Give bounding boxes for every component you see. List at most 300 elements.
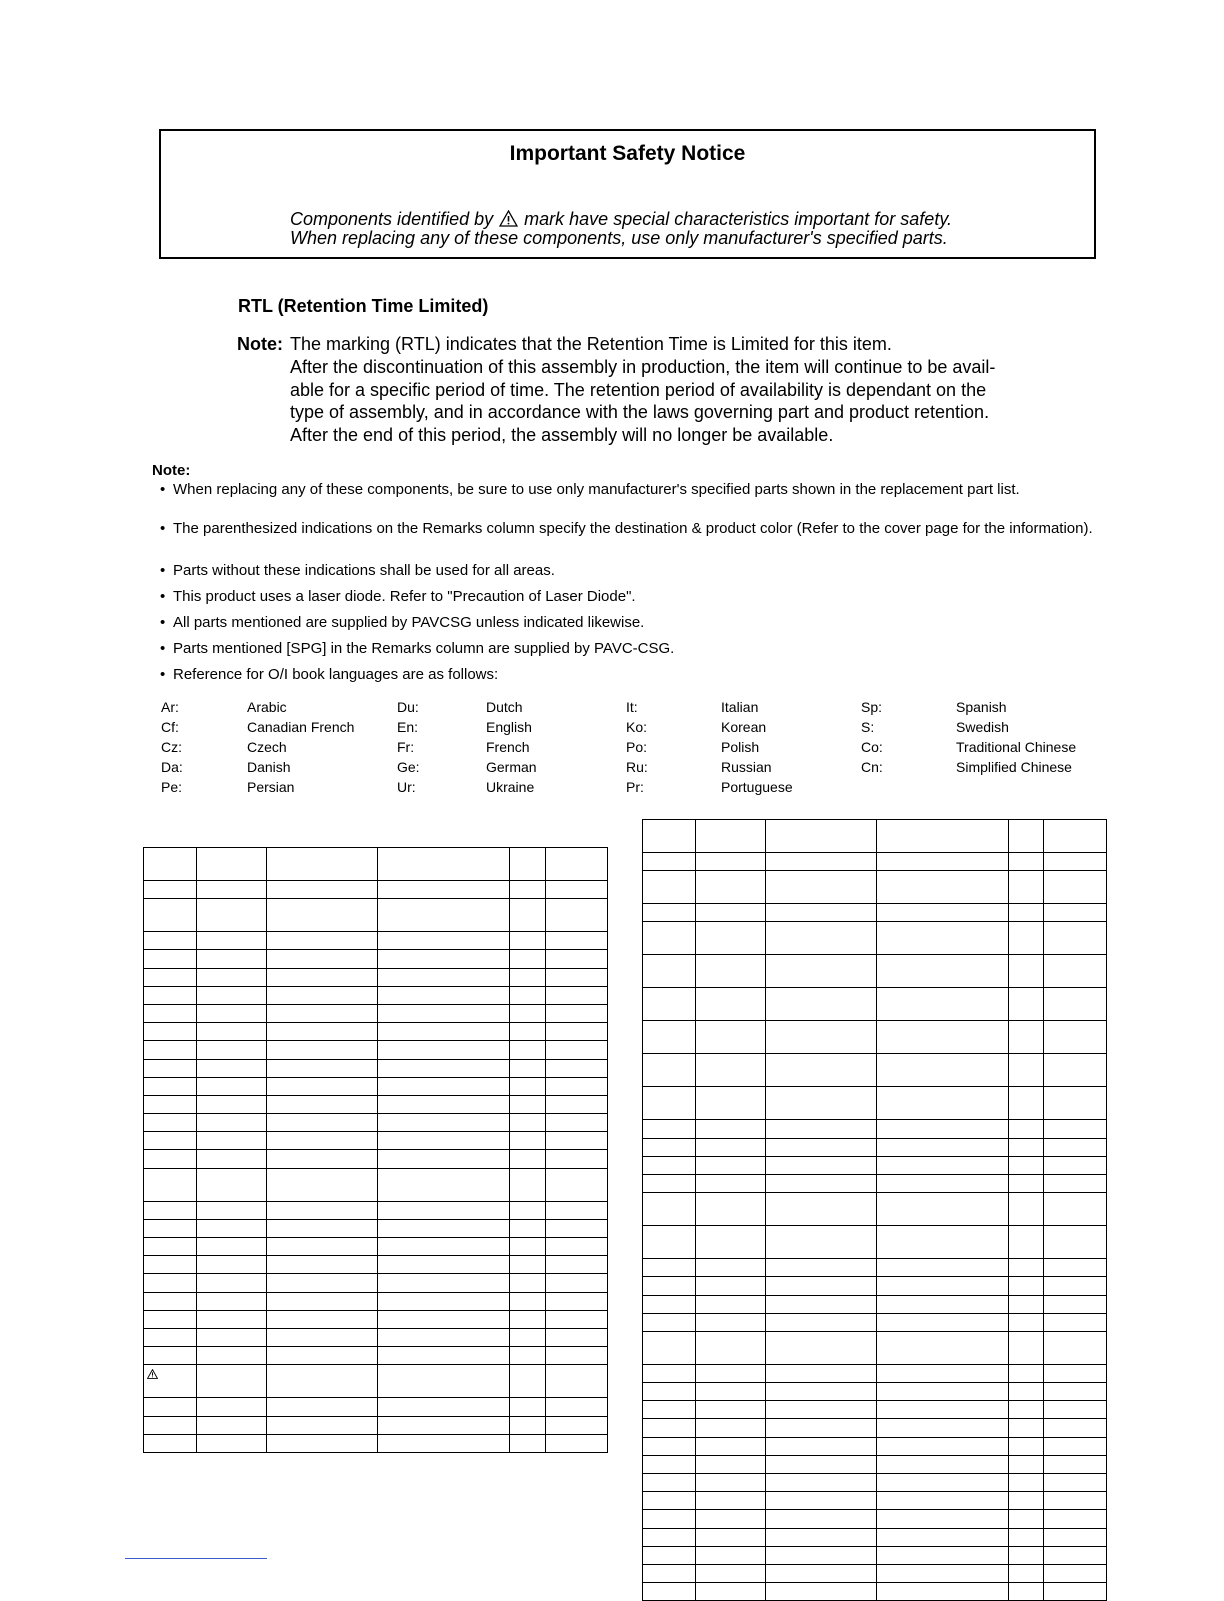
table-cell — [1044, 1474, 1107, 1492]
language-name: Traditional Chinese — [956, 739, 1077, 755]
table-cell — [877, 1295, 1009, 1313]
table-cell — [510, 1347, 546, 1365]
table-row — [643, 1087, 1107, 1120]
table-row — [643, 988, 1107, 1021]
note-bullet-text: All parts mentioned are supplied by PAVCSG unless indicated likewise. — [173, 614, 645, 631]
table-cell — [643, 1021, 696, 1054]
table-row — [144, 1150, 608, 1168]
safety-notice-box — [159, 129, 1096, 259]
table-cell — [267, 848, 378, 881]
table-cell — [1009, 871, 1044, 904]
table-cell — [643, 820, 696, 853]
table-cell — [643, 1455, 696, 1473]
table-cell — [1044, 1138, 1107, 1156]
table-row — [643, 1419, 1107, 1437]
table-cell — [144, 899, 197, 932]
table-row — [643, 1277, 1107, 1295]
table-row — [643, 871, 1107, 904]
table-row — [144, 1219, 608, 1237]
table-cell — [1044, 1510, 1107, 1528]
table-cell — [267, 881, 378, 899]
table-cell — [546, 950, 608, 968]
table-cell — [1009, 1564, 1044, 1582]
table-cell — [546, 1168, 608, 1201]
table-cell — [144, 986, 197, 1004]
table-cell — [1009, 922, 1044, 955]
table-cell — [696, 1474, 766, 1492]
table-cell — [378, 1059, 510, 1077]
rtl-note-label: Note: — [237, 334, 283, 354]
table-cell — [378, 1219, 510, 1237]
table-cell — [546, 1041, 608, 1059]
note-bullet-item — [160, 587, 1105, 607]
note-bullet-text: This product uses a laser diode. Refer to "Precaution of Laser Diode". — [173, 588, 636, 605]
table-cell — [1009, 1474, 1044, 1492]
table-cell — [877, 1383, 1009, 1401]
table-cell — [696, 1364, 766, 1382]
table-cell — [766, 1401, 877, 1419]
note-bullet-item — [160, 519, 1105, 539]
table-cell — [510, 1041, 546, 1059]
table-cell — [1044, 955, 1107, 988]
replacement-parts-table-left — [143, 847, 608, 1453]
language-name: Spanish — [956, 699, 1007, 715]
table-cell — [696, 1313, 766, 1331]
bullet-icon: • — [160, 520, 166, 537]
table-cell — [766, 1546, 877, 1564]
table-cell — [877, 1120, 1009, 1138]
table-cell — [510, 1168, 546, 1201]
table-cell — [1009, 820, 1044, 853]
table-cell — [510, 1274, 546, 1292]
table-cell — [546, 1238, 608, 1256]
table-cell — [144, 1041, 197, 1059]
table-cell — [877, 1419, 1009, 1437]
table-cell — [267, 1168, 378, 1201]
table-cell — [696, 1510, 766, 1528]
note-bullet-text: Reference for O/I book languages are as follows: — [173, 666, 499, 683]
table-cell — [144, 1256, 197, 1274]
table-cell — [267, 1292, 378, 1310]
table-cell — [197, 1328, 267, 1346]
table-cell — [197, 881, 267, 899]
language-name: Danish — [247, 759, 291, 775]
rtl-note-line: After the discontinuation of this assembly in production, the item will continue to be avail- — [290, 357, 996, 377]
bullet-icon: • — [160, 481, 166, 498]
table-cell — [643, 1138, 696, 1156]
table-row — [643, 1021, 1107, 1054]
language-code: Pe: — [161, 779, 183, 795]
rtl-note-line: The marking (RTL) indicates that the Retention Time is Limited for this item. — [290, 334, 892, 354]
table-cell — [1009, 904, 1044, 922]
table-cell — [144, 1398, 197, 1416]
table-cell — [267, 899, 378, 932]
table-cell — [197, 1238, 267, 1256]
table-cell — [1009, 1546, 1044, 1564]
table-cell — [144, 881, 197, 899]
table-cell — [877, 1401, 1009, 1419]
table-cell — [546, 1077, 608, 1095]
table-cell — [378, 1023, 510, 1041]
table-row — [643, 1546, 1107, 1564]
table-cell — [696, 820, 766, 853]
table-cell — [546, 986, 608, 1004]
table-cell — [510, 1328, 546, 1346]
language-code: It: — [626, 699, 638, 715]
language-code: Da: — [161, 759, 183, 775]
table-cell — [378, 950, 510, 968]
table-cell — [197, 1347, 267, 1365]
table-row — [643, 1455, 1107, 1473]
table-cell — [546, 1132, 608, 1150]
bullet-icon: • — [160, 666, 166, 683]
table-row — [643, 1054, 1107, 1087]
bullet-icon: • — [160, 640, 166, 657]
table-cell — [378, 1256, 510, 1274]
language-code: Du: — [397, 699, 419, 715]
table-cell — [546, 1023, 608, 1041]
safety-notice-line-1-start: Components identified by — [290, 209, 494, 229]
language-code: Co: — [861, 739, 883, 755]
table-cell — [1044, 1193, 1107, 1226]
table-cell — [766, 1174, 877, 1192]
note-bullet-text: Parts mentioned [SPG] in the Remarks column are supplied by PAVC-CSG. — [173, 640, 675, 657]
table-cell — [1009, 1021, 1044, 1054]
table-cell — [510, 1201, 546, 1219]
table-cell — [643, 1583, 696, 1601]
table-row — [144, 1132, 608, 1150]
table-cell — [197, 1132, 267, 1150]
table-cell — [267, 1416, 378, 1434]
footer-link-underline[interactable] — [125, 1558, 267, 1559]
table-cell — [144, 1168, 197, 1201]
table-cell — [510, 1095, 546, 1113]
table-cell — [510, 1004, 546, 1022]
table-cell — [696, 1455, 766, 1473]
table-cell — [510, 1434, 546, 1452]
table-row — [643, 904, 1107, 922]
table-cell — [197, 1201, 267, 1219]
table-cell — [877, 955, 1009, 988]
table-cell — [1044, 1564, 1107, 1582]
language-name: Korean — [721, 719, 767, 735]
table-cell — [696, 1259, 766, 1277]
note-bullet-item — [160, 665, 1105, 685]
table-row — [643, 1174, 1107, 1192]
table-cell — [1044, 1419, 1107, 1437]
table-cell — [766, 1295, 877, 1313]
table-cell — [378, 1347, 510, 1365]
table-cell — [696, 1174, 766, 1192]
table-cell — [546, 1219, 608, 1237]
note-bullet-item — [160, 613, 1105, 633]
table-cell — [546, 1365, 608, 1398]
rtl-note-line: type of assembly, and in accordance with the laws governing part and product retention. — [290, 402, 990, 422]
table-cell — [1009, 1226, 1044, 1259]
table-cell — [378, 899, 510, 932]
table-cell — [144, 1114, 197, 1132]
table-cell — [877, 1583, 1009, 1601]
table-cell — [197, 848, 267, 881]
table-cell — [267, 1077, 378, 1095]
table-cell — [378, 1077, 510, 1095]
table-cell — [1009, 988, 1044, 1021]
table-cell — [696, 1383, 766, 1401]
table-cell — [643, 871, 696, 904]
table-cell — [877, 1564, 1009, 1582]
table-cell — [643, 904, 696, 922]
table-cell — [267, 1365, 378, 1398]
note-bullet-item — [160, 639, 1105, 659]
table-cell — [546, 1416, 608, 1434]
table-row — [643, 1295, 1107, 1313]
language-name: Dutch — [486, 699, 523, 715]
table-row — [144, 1041, 608, 1059]
table-cell — [877, 922, 1009, 955]
table-cell — [267, 1023, 378, 1041]
safety-notice-line-1-end: mark have special characteristics important for safety. — [524, 209, 952, 229]
table-cell — [643, 1054, 696, 1087]
table-cell — [696, 1156, 766, 1174]
table-cell — [643, 1193, 696, 1226]
table-cell — [696, 1087, 766, 1120]
table-cell — [1044, 1021, 1107, 1054]
table-row — [144, 1310, 608, 1328]
table-row — [144, 1398, 608, 1416]
table-cell — [144, 1328, 197, 1346]
table-cell — [1009, 1313, 1044, 1331]
table-cell — [696, 1401, 766, 1419]
table-cell — [197, 1219, 267, 1237]
table-cell — [546, 1274, 608, 1292]
table-row — [144, 881, 608, 899]
table-cell — [696, 1528, 766, 1546]
table-cell — [546, 968, 608, 986]
table-cell — [643, 1313, 696, 1331]
table-row — [144, 1114, 608, 1132]
language-name: Czech — [247, 739, 287, 755]
table-cell — [510, 1238, 546, 1256]
table-cell — [766, 1383, 877, 1401]
table-row — [643, 955, 1107, 988]
table-cell — [197, 1168, 267, 1201]
table-cell — [643, 1087, 696, 1120]
table-row — [643, 1528, 1107, 1546]
table-cell — [766, 871, 877, 904]
language-code: Ge: — [397, 759, 420, 775]
table-cell — [378, 1114, 510, 1132]
table-cell — [696, 1546, 766, 1564]
table-cell — [766, 1437, 877, 1455]
table-cell — [766, 853, 877, 871]
table-cell — [696, 904, 766, 922]
table-cell — [877, 1510, 1009, 1528]
rtl-title: RTL (Retention Time Limited) — [238, 296, 489, 316]
table-cell — [1009, 1583, 1044, 1601]
table-cell — [197, 1256, 267, 1274]
table-cell — [643, 1174, 696, 1192]
table-cell — [766, 1583, 877, 1601]
table-cell — [696, 1120, 766, 1138]
table-cell — [877, 1226, 1009, 1259]
table-cell — [643, 1383, 696, 1401]
table-cell — [766, 1492, 877, 1510]
table-cell — [378, 968, 510, 986]
bullet-icon: • — [160, 588, 166, 605]
table-cell — [1009, 1492, 1044, 1510]
table-row — [144, 1201, 608, 1219]
table-row — [643, 1492, 1107, 1510]
table-cell — [197, 1095, 267, 1113]
table-cell — [766, 922, 877, 955]
table-cell — [877, 1138, 1009, 1156]
table-cell — [877, 1156, 1009, 1174]
table-cell — [877, 1021, 1009, 1054]
note-bullet-text: When replacing any of these components, be sure to use only manufacturer's specified parts shown in the replacement part list. — [173, 481, 1020, 498]
table-cell — [766, 1277, 877, 1295]
table-cell — [144, 1077, 197, 1095]
table-cell — [144, 1004, 197, 1022]
table-cell — [643, 853, 696, 871]
table-cell — [378, 1238, 510, 1256]
table-cell — [144, 1219, 197, 1237]
table-row — [144, 1274, 608, 1292]
table-cell — [267, 1132, 378, 1150]
language-name: Polish — [721, 739, 760, 755]
table-cell — [696, 1226, 766, 1259]
table-cell — [643, 1474, 696, 1492]
table-cell — [1009, 1120, 1044, 1138]
table-cell — [267, 1310, 378, 1328]
table-cell — [1044, 1156, 1107, 1174]
table-cell — [546, 1114, 608, 1132]
language-name: Russian — [721, 759, 772, 775]
table-cell — [1009, 1174, 1044, 1192]
table-cell — [766, 988, 877, 1021]
table-cell — [546, 1292, 608, 1310]
table-cell — [1009, 1087, 1044, 1120]
table-cell — [1044, 988, 1107, 1021]
table-cell — [197, 1292, 267, 1310]
table-cell — [1044, 853, 1107, 871]
table-cell — [378, 1150, 510, 1168]
table-cell — [1009, 955, 1044, 988]
table-cell — [144, 1416, 197, 1434]
table-row — [643, 922, 1107, 955]
table-cell — [877, 1331, 1009, 1364]
table-cell — [696, 1295, 766, 1313]
table-row — [643, 853, 1107, 871]
table-row — [144, 1365, 608, 1398]
table-row — [144, 932, 608, 950]
table-cell — [877, 1087, 1009, 1120]
table-row — [643, 1138, 1107, 1156]
table-cell — [510, 1219, 546, 1237]
table-cell — [197, 1077, 267, 1095]
table-cell — [1009, 1528, 1044, 1546]
table-cell — [144, 1150, 197, 1168]
table-cell — [643, 1226, 696, 1259]
table-row — [144, 1023, 608, 1041]
rtl-note-line: able for a specific period of time. The retention period of availability is dependant on the — [290, 380, 987, 400]
table-cell — [696, 1331, 766, 1364]
language-name: Swedish — [956, 719, 1009, 735]
table-row — [643, 1156, 1107, 1174]
table-cell — [766, 1087, 877, 1120]
table-cell — [546, 1059, 608, 1077]
language-name: Canadian French — [247, 719, 355, 735]
language-name: Persian — [247, 779, 295, 795]
table-cell — [546, 1310, 608, 1328]
language-code: En: — [397, 719, 419, 735]
table-cell — [510, 1114, 546, 1132]
table-cell — [197, 1434, 267, 1452]
table-cell — [546, 1347, 608, 1365]
table-cell — [546, 1150, 608, 1168]
table-cell — [546, 848, 608, 881]
table-cell — [378, 1095, 510, 1113]
table-cell — [144, 1292, 197, 1310]
table-cell — [877, 904, 1009, 922]
table-cell — [267, 1347, 378, 1365]
table-cell — [378, 1365, 510, 1398]
table-row — [643, 1313, 1107, 1331]
table-cell — [696, 922, 766, 955]
table-cell — [1009, 1364, 1044, 1382]
table-cell — [144, 1238, 197, 1256]
table-cell — [696, 1564, 766, 1582]
table-row — [643, 820, 1107, 853]
table-cell — [510, 899, 546, 932]
table-cell — [510, 950, 546, 968]
table-cell — [696, 1021, 766, 1054]
table-cell — [766, 904, 877, 922]
table-cell — [643, 1419, 696, 1437]
table-cell — [766, 1510, 877, 1528]
table-cell — [197, 986, 267, 1004]
table-row — [144, 1004, 608, 1022]
table-cell — [510, 986, 546, 1004]
table-row — [144, 968, 608, 986]
language-name: Simplified Chinese — [956, 759, 1072, 775]
language-name: Arabic — [247, 699, 287, 715]
table-cell — [877, 1193, 1009, 1226]
language-name: French — [486, 739, 530, 755]
table-cell — [877, 1054, 1009, 1087]
table-cell — [1044, 1120, 1107, 1138]
table-cell — [643, 1259, 696, 1277]
table-cell — [696, 1193, 766, 1226]
table-cell — [643, 1120, 696, 1138]
language-code: Ar: — [161, 699, 179, 715]
table-cell — [1044, 904, 1107, 922]
table-row — [643, 1383, 1107, 1401]
table-row — [144, 1328, 608, 1346]
table-cell — [766, 1259, 877, 1277]
table-cell — [1044, 1583, 1107, 1601]
table-cell — [643, 1492, 696, 1510]
table-cell — [197, 899, 267, 932]
table-cell — [510, 1398, 546, 1416]
table-cell — [1044, 1087, 1107, 1120]
table-cell — [877, 1313, 1009, 1331]
table-cell — [510, 1077, 546, 1095]
table-cell — [1044, 1313, 1107, 1331]
table-cell — [766, 1331, 877, 1364]
table-cell — [643, 1510, 696, 1528]
table-row — [144, 986, 608, 1004]
table-row — [144, 848, 608, 881]
